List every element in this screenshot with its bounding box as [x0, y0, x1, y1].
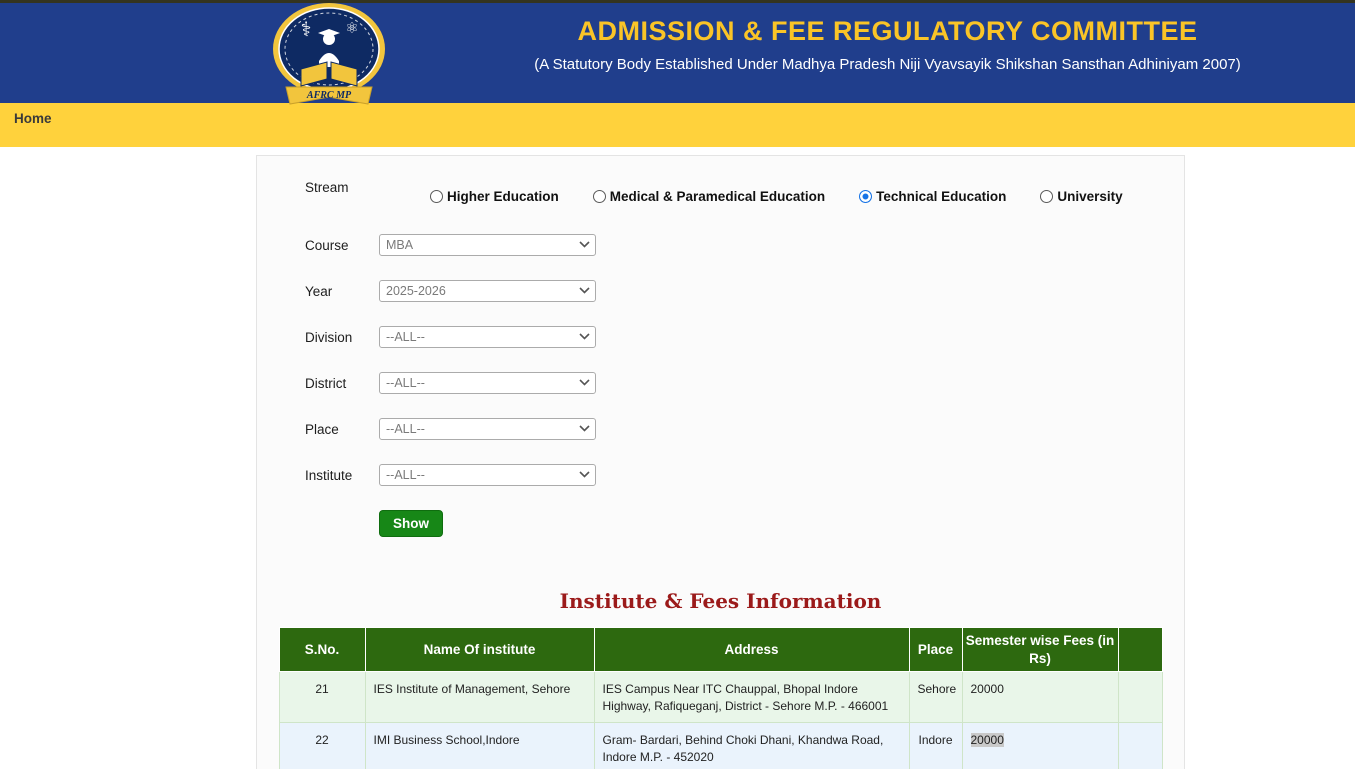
radio-button-icon[interactable]: [1040, 190, 1053, 203]
col-header-blank: [1118, 628, 1162, 672]
year-label: Year: [305, 283, 333, 299]
division-field-row: [257, 326, 1184, 348]
table-section-title: Institute & Fees Information: [559, 589, 882, 613]
show-button-row: [257, 510, 1184, 537]
col-header-sno: S.No.: [279, 628, 365, 672]
radio-technical-education[interactable]: Technical Education: [859, 189, 1006, 204]
radio-button-icon[interactable]: [430, 190, 443, 203]
col-header-fees: Semester wise Fees (in Rs): [962, 628, 1118, 672]
institute-fees-table: [279, 627, 1163, 769]
afrc-logo: [268, 3, 390, 108]
cell-fees: 20000: [962, 722, 1118, 769]
radio-higher-education[interactable]: Higher Education: [430, 189, 559, 204]
table-row: [279, 672, 1162, 723]
radio-button-icon[interactable]: [593, 190, 606, 203]
table-row: [279, 722, 1162, 769]
caduceus-icon: ⚕: [300, 19, 312, 41]
radio-medical-paramedical[interactable]: Medical & Paramedical Education: [593, 189, 825, 204]
stream-field-row: [257, 180, 1184, 204]
course-field-row: [257, 234, 1184, 256]
cell-address: IES Campus Near ITC Chauppal, Bhopal Indore Highway, Rafiqueganj, District - Sehore M.P. - 466001: [594, 672, 909, 723]
content-panel: [256, 155, 1185, 769]
division-label: Division: [305, 329, 353, 345]
division-select[interactable]: [379, 326, 596, 348]
cell-sno: 21: [279, 672, 365, 723]
district-field-row: [257, 372, 1184, 394]
nav-item-home[interactable]: Home: [14, 111, 52, 126]
radio-button-icon[interactable]: [859, 190, 872, 203]
institute-label: Institute: [305, 467, 353, 483]
institute-select[interactable]: [379, 464, 596, 486]
cell-sno: 22: [279, 722, 365, 769]
stream-radio-group: [430, 189, 1123, 204]
place-label: Place: [305, 421, 339, 437]
course-label: Course: [305, 237, 349, 253]
site-header: [0, 3, 1355, 103]
main-navbar: [0, 103, 1355, 147]
cell-institute-name: IMI Business School,Indore: [365, 722, 594, 769]
cell-place: Indore: [909, 722, 962, 769]
place-select[interactable]: [379, 418, 596, 440]
district-select[interactable]: [379, 372, 596, 394]
cell-fees: 20000: [962, 672, 1118, 723]
year-field-row: [257, 280, 1184, 302]
col-header-name: Name Of institute: [365, 628, 594, 672]
cell-blank: [1118, 722, 1162, 769]
course-select[interactable]: [379, 234, 596, 256]
stream-label: Stream: [305, 180, 349, 195]
cell-institute-name: IES Institute of Management, Sehore: [365, 672, 594, 723]
cell-blank: [1118, 672, 1162, 723]
col-header-place: Place: [909, 628, 962, 672]
cell-place: Sehore: [909, 672, 962, 723]
page-title: ADMISSION & FEE REGULATORY COMMITTEE: [577, 16, 1198, 46]
district-label: District: [305, 375, 347, 391]
table-header-row: [279, 628, 1162, 672]
year-select[interactable]: [379, 280, 596, 302]
place-field-row: [257, 418, 1184, 440]
page-subtitle: (A Statutory Body Established Under Madhya Pradesh Niji Vyavsayik Shikshan Sansthan Adhiniyam 2007): [534, 56, 1241, 73]
institute-field-row: [257, 464, 1184, 486]
radio-university[interactable]: University: [1040, 189, 1122, 204]
logo-text: AFRC MP: [306, 90, 352, 101]
atom-icon: ⚛: [345, 20, 359, 37]
col-header-address: Address: [594, 628, 909, 672]
show-button[interactable]: Show: [379, 510, 443, 537]
cell-address: Gram- Bardari, Behind Choki Dhani, Khandwa Road, Indore M.P. - 452020: [594, 722, 909, 769]
